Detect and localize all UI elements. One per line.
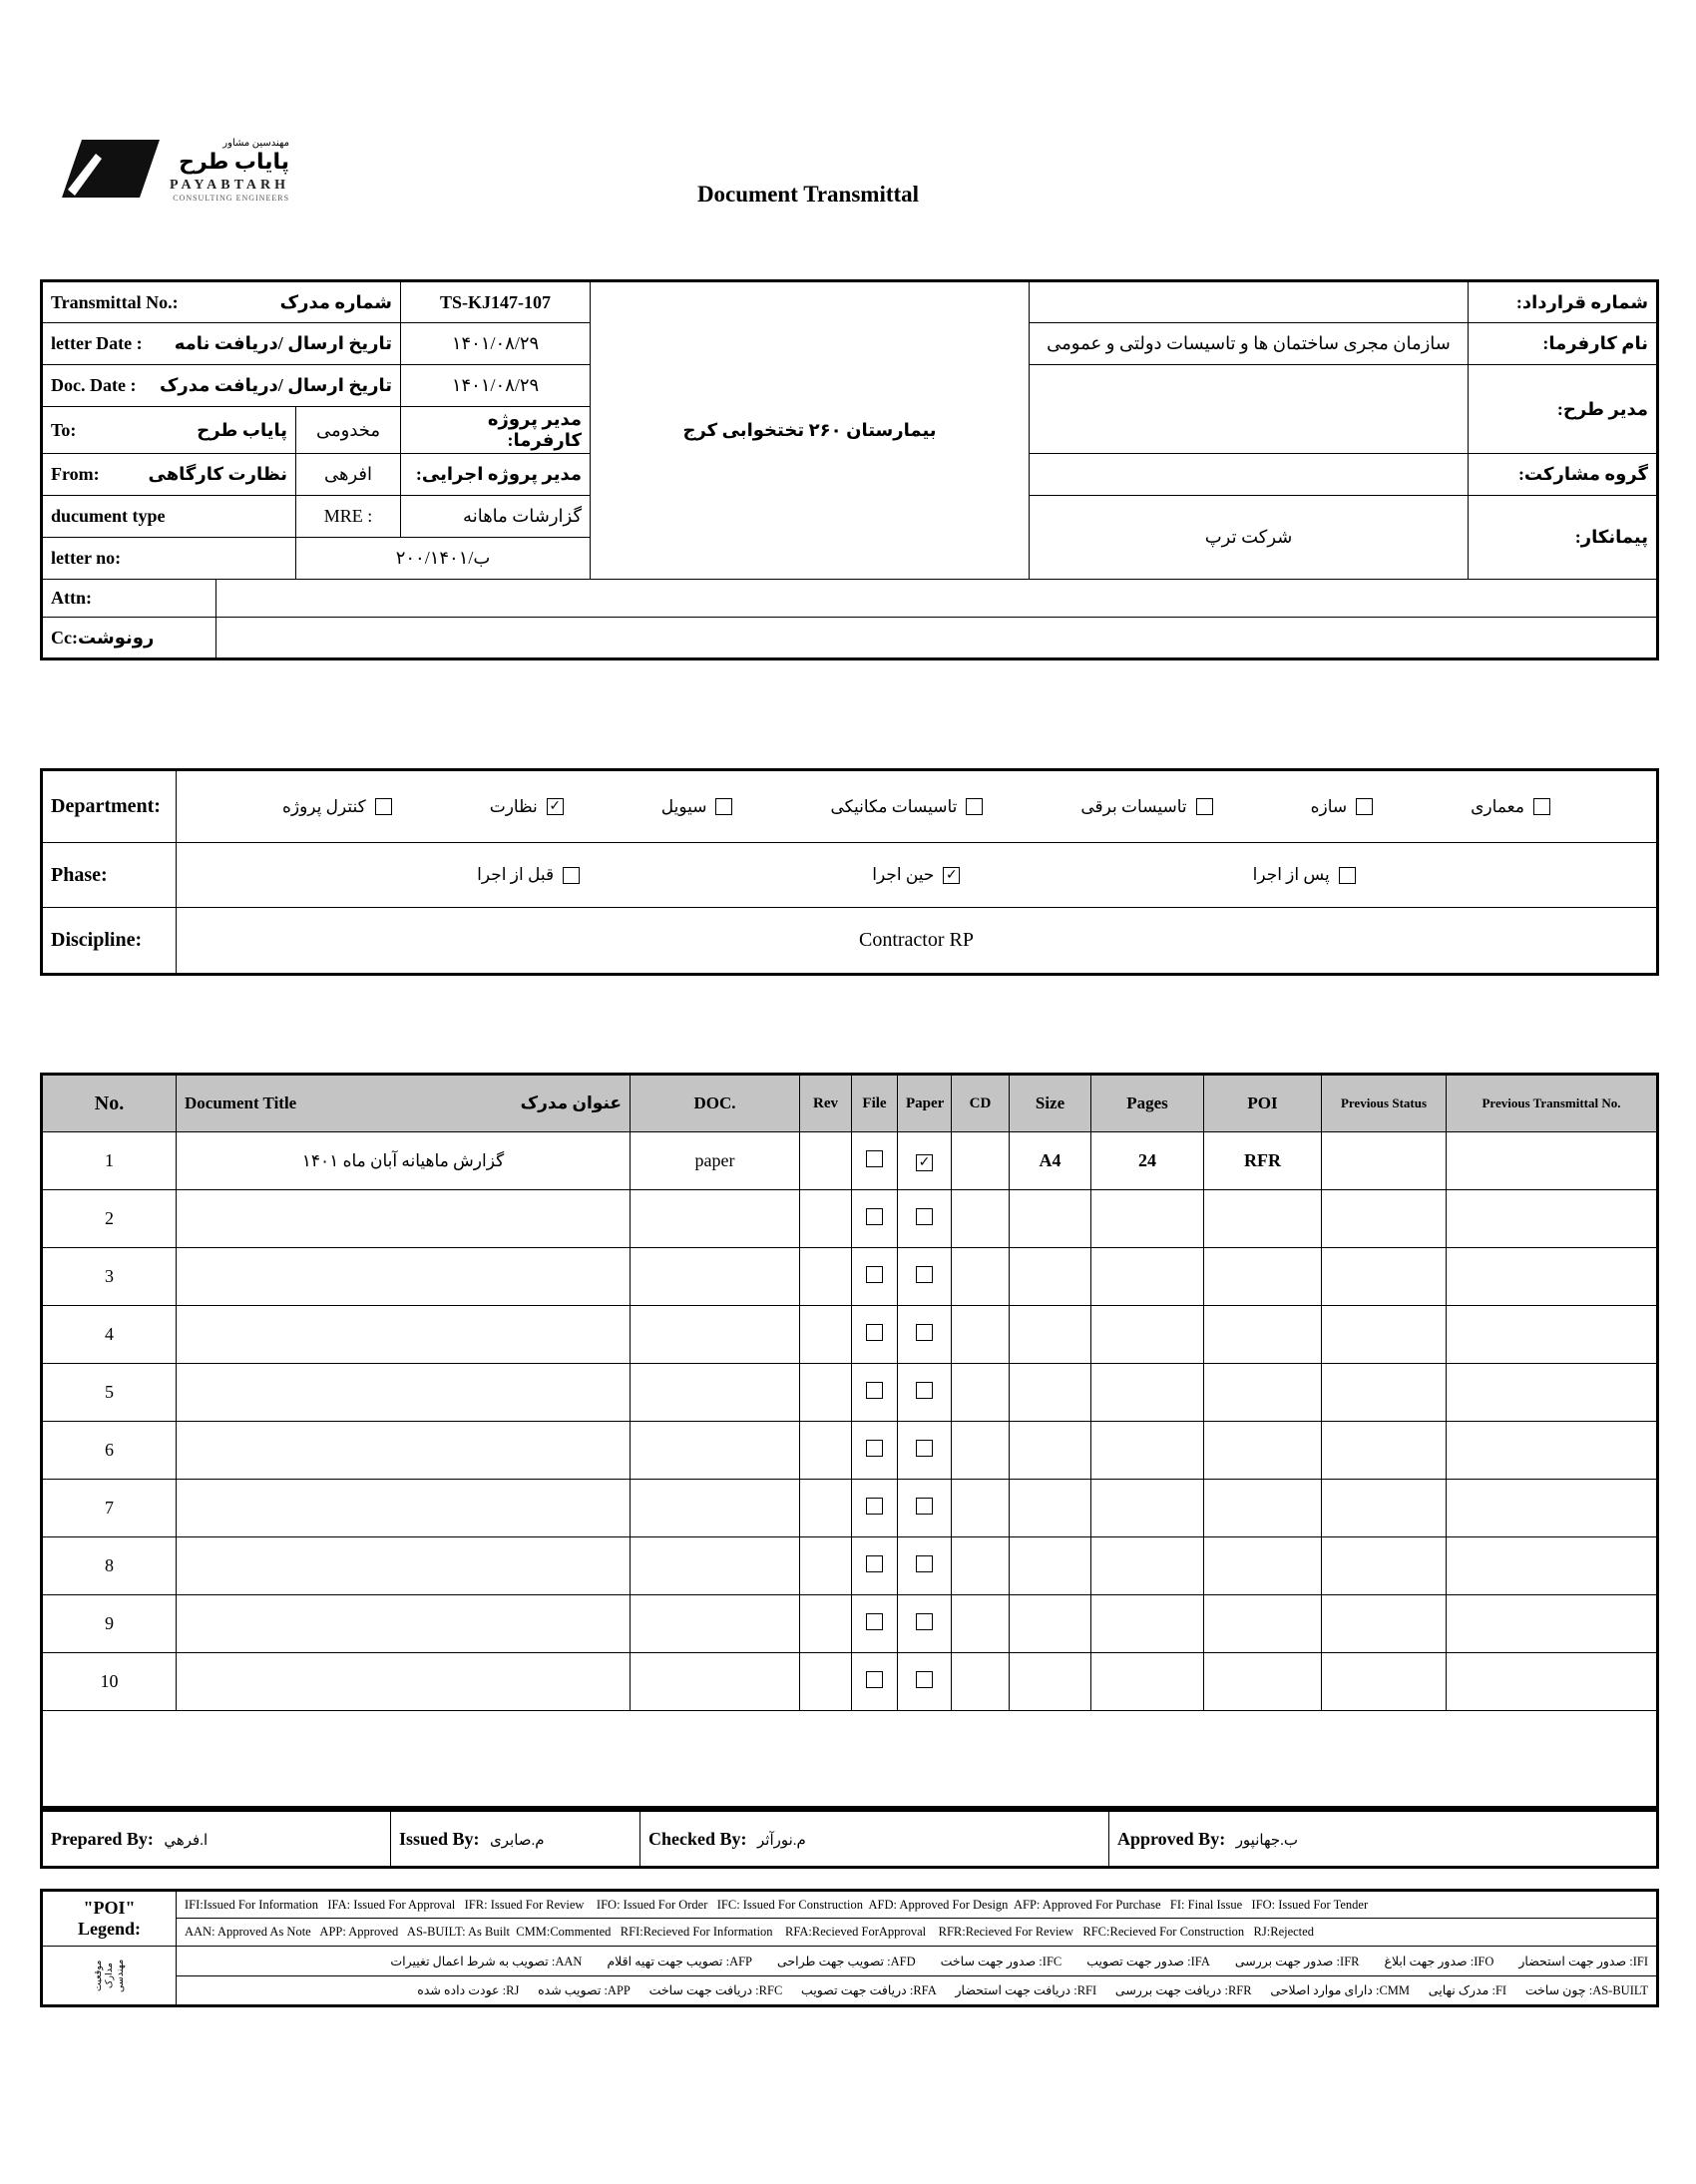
letter-date-value: ۱۴۰۱/۰۸/۲۹ [401,323,591,365]
row-doc [631,1248,800,1306]
design-manager-value [1030,365,1469,454]
row-file-cell [852,1248,898,1306]
legend-line-en-2: AAN: Approved As Note APP: Approved AS-BUILT: As Built CMM:Commented RFI:Recieved For Information RFA:Recieved ForApproval RFR:Recieved For Review RFC:Recieved For Construction RJ:Rejected [177,1919,1658,1947]
document-row-4 [42,1306,1658,1364]
row-pages [1091,1537,1204,1595]
row-file-cell [852,1132,898,1190]
department-option-electrical [1080,797,1212,817]
contractor-label: پیمانکار: [1469,496,1658,580]
row-paper-cell [898,1595,952,1653]
attn-label: Attn: [42,580,216,618]
header-prev-status: Previous Status [1322,1075,1447,1132]
header-poi: POI [1204,1075,1322,1132]
row-poi: RFR [1204,1132,1322,1190]
row-prev-status [1322,1595,1447,1653]
department-option-civil [661,797,733,817]
paper-checkbox[interactable] [916,1324,933,1341]
from-value: نظارت کارگاهی [148,464,287,484]
header-title-cell [177,1075,631,1132]
row-no: 1 [42,1132,177,1190]
row-prev-status [1322,1422,1447,1480]
document-row-9 [42,1595,1658,1653]
header-rev: Rev [800,1075,852,1132]
row-no: 7 [42,1480,177,1537]
prepared-by-cell [42,1811,391,1868]
from-label: From: [51,464,100,484]
department-checkbox-architecture[interactable] [1533,798,1550,815]
header-no: No. [42,1075,177,1132]
row-cd [952,1422,1010,1480]
row-title [177,1190,631,1248]
legend-line-fa-2: AS-BUILT: چون ساخت FI: مدرک نهایی CMM: دارای موارد اصلاحی RFR: دریافت جهت بررسی RFI: دریافت جهت استحضار RFA: دریافت جهت تصویب RFC: دریافت جهت ساخت APP: تصویب شده RJ: عودت داده شده [177,1976,1658,2006]
row-poi [1204,1306,1322,1364]
row-poi [1204,1190,1322,1248]
department-option-architecture [1471,797,1550,817]
department-option-supervision [490,797,564,817]
header-file: File [852,1075,898,1132]
row-cd [952,1537,1010,1595]
file-checkbox[interactable] [866,1324,883,1341]
row-pages [1091,1364,1204,1422]
row-doc [631,1306,800,1364]
row-prev-transmittal [1447,1537,1658,1595]
row-file-cell [852,1190,898,1248]
row-rev [800,1132,852,1190]
row-file-cell [852,1595,898,1653]
row-pages [1091,1653,1204,1711]
row-prev-status [1322,1364,1447,1422]
doc-date-label-fa: تاریخ ارسال /دریافت مدرک [160,375,393,395]
contractor-value: شرکت ترپ [1030,496,1469,580]
header-title-fa: عنوان مدرک [520,1093,622,1112]
row-pages [1091,1480,1204,1537]
file-checkbox[interactable] [866,1498,883,1515]
row-file-cell [852,1653,898,1711]
phase-option-label: قبل از اجرا [477,865,555,884]
to-value: پایاب طرح [197,419,287,440]
partnership-label: گروه مشارکت: [1469,454,1658,496]
row-prev-status [1322,1190,1447,1248]
file-checkbox[interactable] [866,1440,883,1457]
paper-checkbox[interactable] [916,1382,933,1399]
phase-options-cell [177,843,1658,908]
row-title [177,1364,631,1422]
row-file-cell [852,1364,898,1422]
phase-option-during [872,865,960,885]
row-prev-transmittal [1447,1190,1658,1248]
department-options-cell [177,770,1658,843]
transmittal-no-label-cell [42,281,401,323]
logo-name-en: PAYABTARH [170,178,290,193]
header-title-en: Document Title [185,1093,297,1112]
row-rev [800,1537,852,1595]
row-pages [1091,1422,1204,1480]
document-row-10 [42,1653,1658,1711]
row-prev-transmittal [1447,1132,1658,1190]
row-title [177,1537,631,1595]
paper-checkbox[interactable] [916,1266,933,1283]
department-label: Department: [42,770,177,843]
phase-checkbox-after[interactable] [1339,867,1356,884]
transmittal-no-value: TS-KJ147-107 [401,281,591,323]
client-pm-label: مدیر پروژه کارفرما: [401,407,591,454]
row-paper-cell [898,1306,952,1364]
row-rev [800,1653,852,1711]
row-size: A4 [1010,1132,1091,1190]
doc-date-value: ۱۴۰۱/۰۸/۲۹ [401,365,591,407]
approved-by-name: ب.جهانپور [1235,1832,1299,1849]
header-doc: DOC. [631,1075,800,1132]
row-file-cell [852,1537,898,1595]
row-rev [800,1364,852,1422]
doc-type-label: ducument type [42,496,296,538]
checked-by-name: م.نورآثر [757,1832,806,1849]
row-cd [952,1595,1010,1653]
row-doc [631,1190,800,1248]
classification-table [40,768,1659,976]
approved-by-label: Approved By: [1117,1828,1226,1849]
row-rev [800,1248,852,1306]
file-checkbox[interactable] [866,1671,883,1688]
client-label: نام کارفرما: [1469,323,1658,365]
row-prev-status [1322,1248,1447,1306]
exec-pm-name: افرهی [296,454,401,496]
row-size [1010,1248,1091,1306]
row-paper-cell [898,1422,952,1480]
contract-no-value [1030,281,1469,323]
notes-cell [42,1711,1658,1808]
checked-by-cell [640,1811,1109,1868]
row-title [177,1595,631,1653]
doc-date-label-en: Doc. Date : [51,375,137,395]
row-doc [631,1480,800,1537]
transmittal-no-label-en: Transmittal No.: [51,291,179,312]
logo-name-fa: پایاب طرح [179,149,290,174]
row-pages [1091,1248,1204,1306]
row-no: 8 [42,1537,177,1595]
row-cd [952,1364,1010,1422]
row-prev-status [1322,1132,1447,1190]
legend-line-fa-1: IFI: صدور جهت استحضار IFO: صدور جهت ابلاغ IFR: صدور جهت بررسی IFA: صدور جهت تصویب IFC: صدور جهت ساخت AFD: تصویب جهت طراحی AFP: تصویب جهت تهیه اقلام AAN: تصویب به شرط اعمال تغییرات [177,1947,1658,1976]
paper-checkbox[interactable] [916,1208,933,1225]
phase-checkbox-during[interactable]: ✓ [943,867,960,884]
approved-by-cell [1109,1811,1658,1868]
letter-no-value: ۲۰۰/ب/۱۴۰۱ [296,538,591,580]
file-checkbox[interactable] [866,1613,883,1630]
file-checkbox[interactable] [866,1382,883,1399]
doc-type-code: MRE : [296,496,401,538]
row-poi [1204,1422,1322,1480]
cc-value [216,618,1658,659]
row-no: 6 [42,1422,177,1480]
row-no: 9 [42,1595,177,1653]
document-table-header [42,1075,1658,1132]
department-option-label: سازه [1310,796,1348,816]
row-rev [800,1190,852,1248]
department-checkbox-mechanical[interactable] [966,798,983,815]
row-doc [631,1537,800,1595]
from-label-cell [42,454,296,496]
row-title: گزارش ماهیانه آبان ماه ۱۴۰۱ [177,1132,631,1190]
row-no: 10 [42,1653,177,1711]
row-poi [1204,1248,1322,1306]
cc-label-cell [42,618,216,659]
phase-option-label: پس از اجرا [1252,865,1330,884]
department-checkbox-civil[interactable] [715,798,732,815]
partnership-value [1030,454,1469,496]
poi-legend-table [40,1889,1659,2007]
row-cd [952,1248,1010,1306]
paper-checkbox[interactable] [916,1440,933,1457]
row-paper-cell [898,1653,952,1711]
department-option-label: تاسیسات برقی [1080,796,1187,816]
info-table [40,279,1659,660]
header-paper: Paper [898,1075,952,1132]
department-checkbox-control-project[interactable] [375,798,392,815]
row-pages [1091,1306,1204,1364]
header-pages: Pages [1091,1075,1204,1132]
department-checkbox-supervision[interactable]: ✓ [547,798,564,815]
cc-label-en: Cc: [51,627,78,648]
discipline-label: Discipline: [42,908,177,975]
checked-by-label: Checked By: [648,1828,747,1849]
prepared-by-label: Prepared By: [51,1828,154,1849]
to-label: To: [51,419,77,440]
row-title [177,1653,631,1711]
row-poi [1204,1364,1322,1422]
row-poi [1204,1653,1322,1711]
document-row-7 [42,1480,1658,1537]
header-cd: CD [952,1075,1010,1132]
row-paper-cell [898,1132,952,1190]
phase-option-before [477,865,580,885]
doc-type-value: گزارشات ماهانه [401,496,591,538]
issued-by-name: م.صابری [490,1832,545,1849]
transmittal-no-label-fa: شماره مدرک [279,291,393,312]
department-option-structure [1311,797,1374,817]
row-prev-transmittal [1447,1364,1658,1422]
row-size [1010,1364,1091,1422]
row-cd [952,1306,1010,1364]
phase-option-label: حین اجرا [872,865,935,884]
row-prev-transmittal [1447,1480,1658,1537]
exec-pm-label: مدیر پروژه اجرایی: [401,454,591,496]
issued-by-label: Issued By: [399,1828,480,1849]
document-row-5 [42,1364,1658,1422]
letter-date-label-fa: تاریخ ارسال /دریافت نامه [174,333,393,353]
file-checkbox[interactable] [866,1266,883,1283]
row-prev-status [1322,1653,1447,1711]
document-row-3 [42,1248,1658,1306]
header-size: Size [1010,1075,1091,1132]
paper-checkbox[interactable] [916,1555,933,1572]
row-poi [1204,1537,1322,1595]
file-checkbox[interactable] [866,1555,883,1572]
design-manager-label: مدیر طرح: [1469,365,1658,454]
row-size [1010,1480,1091,1537]
file-checkbox[interactable] [866,1150,883,1167]
row-paper-cell [898,1537,952,1595]
logo-tagline: مهندسین مشاور [222,138,290,149]
department-option-label: نظارت [489,796,538,816]
row-paper-cell [898,1364,952,1422]
row-no: 4 [42,1306,177,1364]
row-pages [1091,1595,1204,1653]
department-option-mechanical [830,797,983,817]
row-size [1010,1653,1091,1711]
row-prev-status [1322,1480,1447,1537]
document-table [40,1073,1659,1809]
signature-table [40,1809,1659,1869]
department-option-label: معماری [1471,796,1524,816]
row-rev [800,1422,852,1480]
row-poi [1204,1595,1322,1653]
row-prev-transmittal [1447,1306,1658,1364]
row-file-cell [852,1306,898,1364]
row-paper-cell [898,1480,952,1537]
letter-date-label-en: letter Date : [51,333,143,353]
notes-row [42,1711,1658,1808]
paper-checkbox[interactable] [916,1498,933,1515]
row-size [1010,1595,1091,1653]
row-no: 5 [42,1364,177,1422]
paper-checkbox[interactable]: ✓ [916,1154,933,1171]
poi-legend-label: "POI" Legend: [42,1891,177,1947]
row-prev-status [1322,1537,1447,1595]
department-checkbox-structure[interactable] [1356,798,1373,815]
row-cd [952,1132,1010,1190]
legend-line-en-1: IFI:Issued For Information IFA: Issued For Approval IFR: Issued For Review IFO: Issued For Order IFC: Issued For Construction AFD: Approved For Design AFP: Approved For Purchase FI: Final Issue IFO: Issued For Tender [177,1891,1658,1919]
row-cd [952,1653,1010,1711]
cc-label-fa: رونوشت [77,627,155,648]
row-file-cell [852,1480,898,1537]
document-row-1 [42,1132,1658,1190]
department-option-label: کنترل پروژه [281,796,366,816]
row-prev-transmittal [1447,1595,1658,1653]
row-doc [631,1422,800,1480]
phase-label: Phase: [42,843,177,908]
row-doc [631,1595,800,1653]
row-rev [800,1306,852,1364]
row-doc: paper [631,1132,800,1190]
row-paper-cell [898,1248,952,1306]
row-prev-transmittal [1447,1422,1658,1480]
row-title [177,1306,631,1364]
row-title [177,1422,631,1480]
client-pm-name: مخدومی [296,407,401,454]
discipline-value: Contractor RP [177,908,1658,975]
row-cd [952,1480,1010,1537]
row-rev [800,1480,852,1537]
row-poi [1204,1480,1322,1537]
row-pages [1091,1190,1204,1248]
phase-option-after [1253,865,1356,885]
row-doc [631,1364,800,1422]
letter-date-label-cell [42,323,401,365]
row-doc [631,1653,800,1711]
phase-checkbox-before[interactable] [563,867,580,884]
logo-subtitle: CONSULTING ENGINEERS [173,194,290,203]
row-paper-cell [898,1190,952,1248]
row-cd [952,1190,1010,1248]
document-row-2 [42,1190,1658,1248]
file-checkbox[interactable] [866,1208,883,1225]
engineering-docs-side-label: موقعیت مدارک مهندسی [94,1959,126,1992]
row-no: 3 [42,1248,177,1306]
row-prev-status [1322,1306,1447,1364]
to-label-cell [42,407,296,454]
row-pages: 24 [1091,1132,1204,1190]
row-size [1010,1306,1091,1364]
header-prev-transmittal: Previous Transmittal No. [1447,1075,1658,1132]
contract-no-label: شماره قرارداد: [1469,281,1658,323]
paper-checkbox[interactable] [916,1671,933,1688]
row-title [177,1480,631,1537]
department-option-label: تاسیسات مکانیکی [830,796,958,816]
document-row-8 [42,1537,1658,1595]
page-title: Document Transmittal [696,182,920,207]
department-option-control-project [282,797,392,817]
row-size [1010,1422,1091,1480]
doc-date-label-cell [42,365,401,407]
prepared-by-name: ا.فرهي [164,1832,209,1849]
attn-value [216,580,1658,618]
row-no: 2 [42,1190,177,1248]
row-size [1010,1190,1091,1248]
row-title [177,1248,631,1306]
project-name: بیمارستان ۲۶۰ تختخوابی کرج [591,281,1030,580]
row-prev-transmittal [1447,1248,1658,1306]
row-size [1010,1537,1091,1595]
letter-no-label: letter no: [42,538,296,580]
document-row-6 [42,1422,1658,1480]
row-rev [800,1595,852,1653]
client-value: سازمان مجری ساختمان ها و تاسیسات دولتی و عمومی [1030,323,1469,365]
department-option-label: سیویل [660,796,707,816]
department-checkbox-electrical[interactable] [1196,798,1213,815]
issued-by-cell [391,1811,640,1868]
engineering-docs-side-label-cell [42,1947,177,2006]
row-prev-transmittal [1447,1653,1658,1711]
paper-checkbox[interactable] [916,1613,933,1630]
row-file-cell [852,1422,898,1480]
